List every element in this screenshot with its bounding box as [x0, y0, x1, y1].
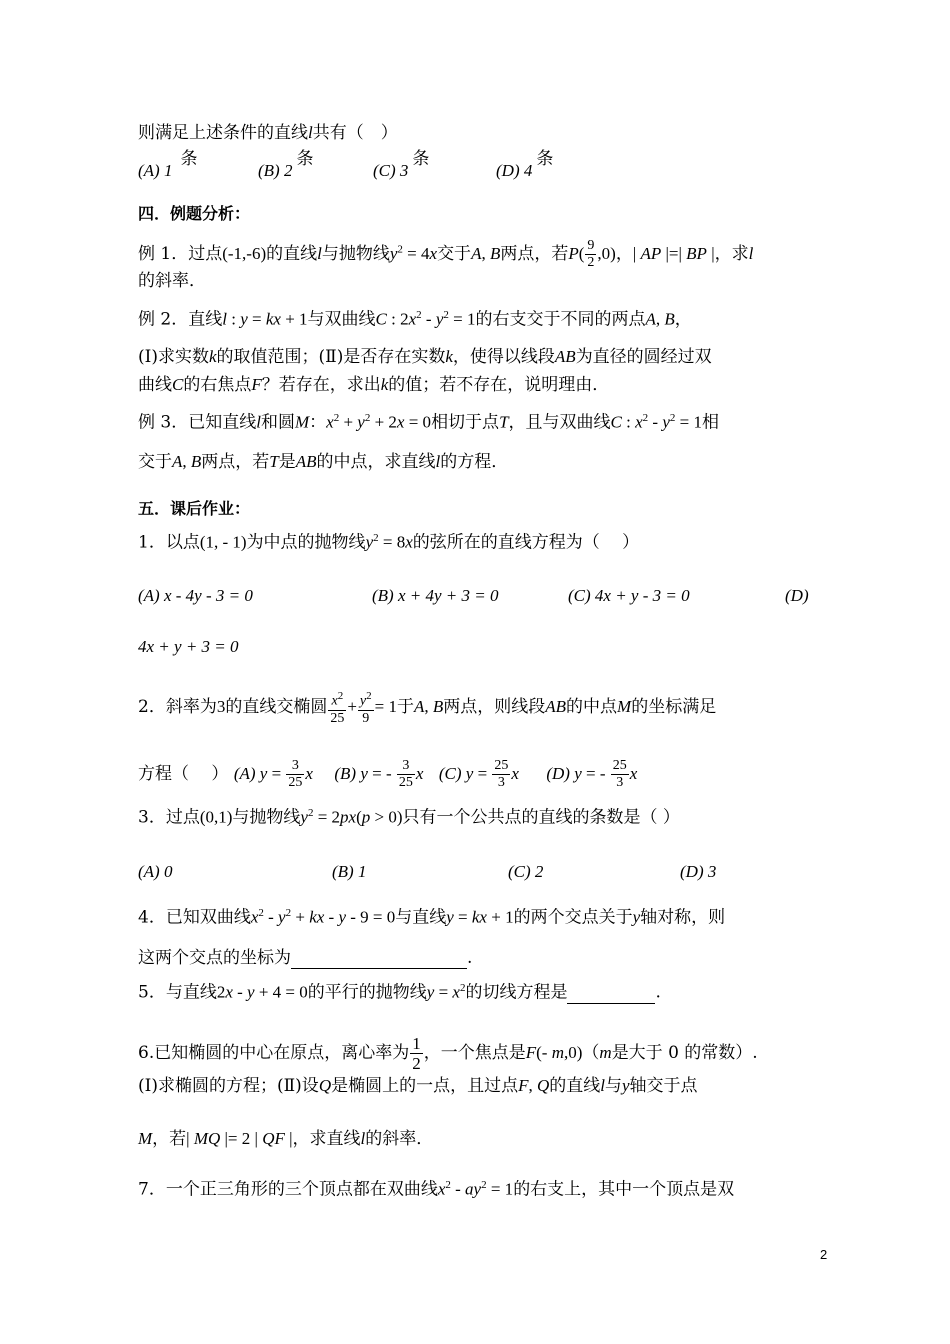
- question-1: 1．以点(1, - 1)为中点的抛物线$y^2 = 8x$的弦所在的直线方程为（ ）: [138, 532, 640, 553]
- option-d: (D): [785, 586, 809, 605]
- question-4: 4．已知双曲线$x^2 - y^2$ + kx - y - 9 = 0与直线y = kx + 1的两个交点关于y轴对称，则: [138, 907, 726, 928]
- question-3: 3．过点(0,1)与抛物线$y^2 = 2px(p > 0)$只有一个公共点的直线的条数是（ ）: [138, 807, 680, 828]
- choice-line: (B) 2条: [258, 149, 314, 180]
- option-c: (C) 4x + y - 3 = 0: [568, 586, 690, 605]
- text-line: 则满足上述条件的直线l共有（ ）: [138, 123, 398, 143]
- section-heading: 四．例题分析：: [138, 204, 251, 223]
- option-c: (C) 2: [508, 862, 544, 881]
- option-c: (C) 3: [373, 161, 409, 180]
- option-b: (B) 2: [258, 161, 293, 180]
- text-line: 的斜率．: [138, 271, 206, 291]
- text-line: (Ⅰ)求椭圆的方程；(Ⅱ)设Q是椭圆上的一点，且过点F, Q的直线l与y轴交于点: [138, 1076, 698, 1096]
- page-number: 2: [820, 1247, 828, 1262]
- choice-line: (D) 4条: [496, 149, 554, 180]
- example-1: 例 1．过点(-1,-6)的直线l与抛物线$y^2 = 4x$交于A, B两点，若P( $\frac{9}{2}$ ,0)，| AP |=| BP |，求l: [138, 238, 754, 270]
- question-6: 6.已知椭圆的中心在原点，离心率为 $\frac{1}{2}$ ，一个焦点是F(- m,0)（m是大于 0 的常数）.: [138, 1034, 758, 1073]
- text-line: 这两个交点的坐标为 .: [138, 948, 473, 968]
- option-d-value: 4x + y + 3 = 0: [138, 637, 239, 656]
- choice-line: (A) 1条: [138, 149, 198, 180]
- text-line: 曲线C的右焦点F？若存在，求出k的值；若不存在，说明理由．: [138, 375, 610, 395]
- question-7: 7．一个正三角形的三个顶点都在双曲线$x^2 - ay^2 = 1$的右支上，其中一个顶点是双: [138, 1179, 735, 1200]
- option-a: (A) x - 4y - 3 = 0: [138, 586, 253, 605]
- text-line: 交于A, B两点，若T是AB的中点，求直线l的方程．: [138, 452, 509, 472]
- answer-blank: [291, 952, 467, 969]
- answer-blank: [567, 987, 655, 1004]
- choice-line: (C) 3条: [373, 149, 430, 180]
- text-line: M，若| MQ |= 2 | QF |，求直线l的斜率．: [138, 1129, 434, 1149]
- option-b: (B) 1: [332, 862, 367, 881]
- question-2: 2．斜率为3的直线交椭圆 $\frac{x^2}{25}$ + $\frac{y^2}{9}$ = 1于A, B两点，则线段AB的中点M的坐标满足: [138, 690, 717, 726]
- example-2: 例 2．直线l : y = kx + 1与双曲线C : $2x^2 - y^2 = 1$的右支交于不同的两点A, B，: [138, 309, 692, 330]
- option-d: (D) 3: [680, 862, 717, 881]
- option-b: (B) x + 4y + 3 = 0: [372, 586, 499, 605]
- text-line: 方程（ ） (A) y = $\frac{3}{25}$ x (B) y = - $\frac{3}{25}$ x (C) y = $\frac{25}{3}$ x (D) y = - $\frac{25}{3}$ x: [138, 758, 638, 790]
- option-d: (D) 4: [496, 161, 533, 180]
- option-a: (A) 0: [138, 862, 173, 881]
- option-a: (A) 1: [138, 161, 173, 180]
- example-3: 例 3．已知直线l和圆M：$x^2 + y^2 + 2x = 0$相切于点T，且与双曲线C : $x^2 - y^2 = 1$相: [138, 412, 719, 433]
- section-heading: 五．课后作业：: [138, 499, 251, 518]
- text-line: (Ⅰ)求实数k的取值范围；(Ⅱ)是否存在实数k，使得以线段AB为直径的圆经过双: [138, 347, 712, 367]
- question-5: 5．与直线2x - y + 4 = 0的平行的抛物线$y = x^2$的切线方程是 .: [138, 982, 661, 1003]
